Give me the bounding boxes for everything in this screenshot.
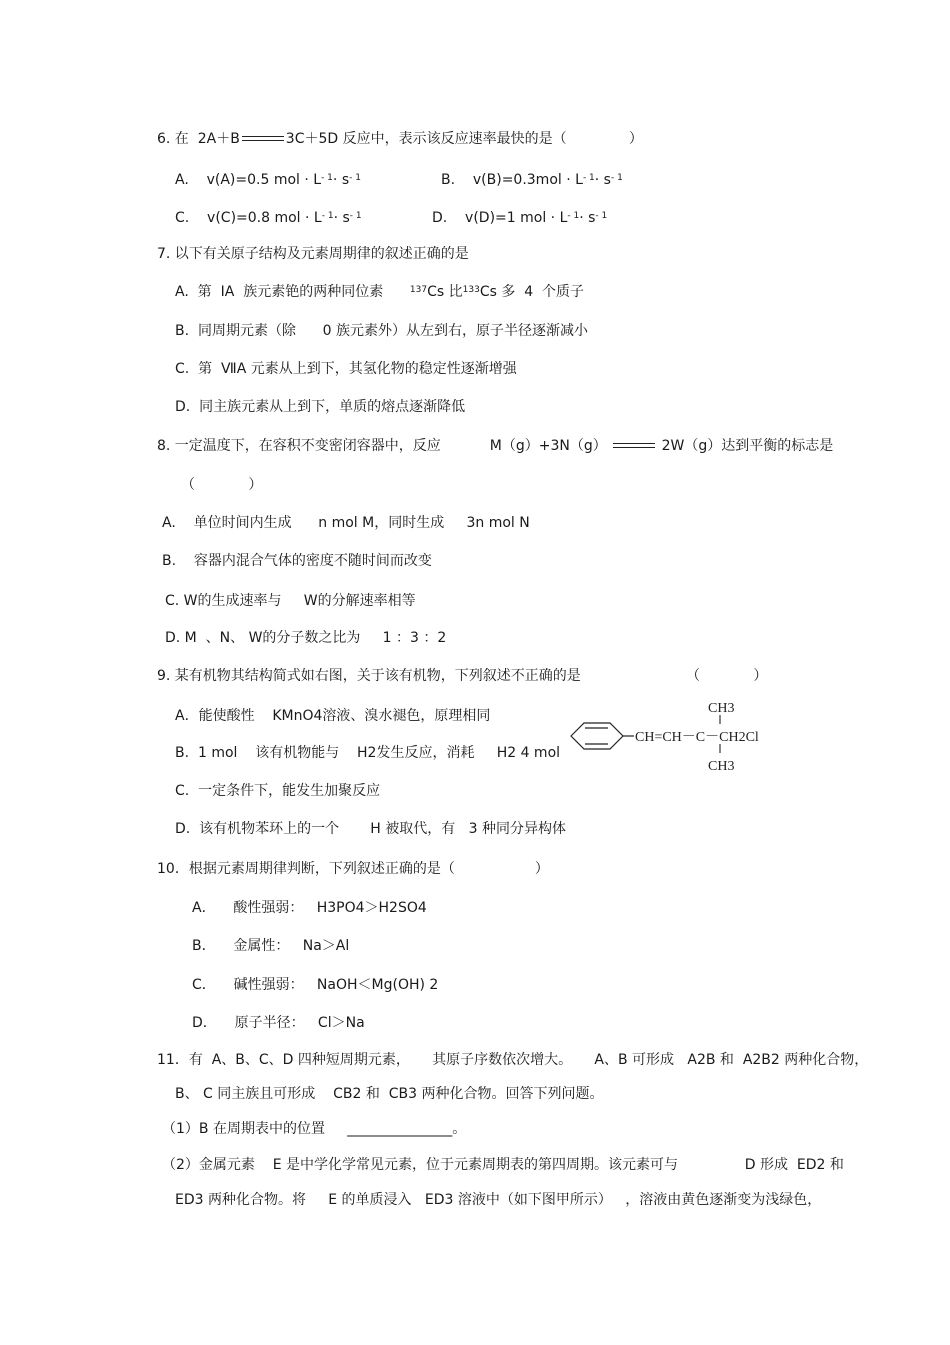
q8-option-a: A. 单位时间内生成 n mol M，同时生成 3n mol N xyxy=(162,515,530,531)
main-chain: CH=CH－C－CH2Cl xyxy=(635,730,759,745)
q6-option-a: A. v(A)=0.5 mol · $L^{- 1}\cdot s^{- 1}$ xyxy=(175,172,361,188)
q8-option-b: B. 容器内混合气体的密度不随时间而改变 xyxy=(162,553,432,569)
q11-line-1: 11．有 A、B、C、D 四种短周期元素， 其原子序数依次增大。 A、B 可形成 A2B 和 A2B2 两种化合物， xyxy=(157,1052,869,1068)
reversible-arrow-icon xyxy=(613,441,655,451)
q7-stem: 7. 以下有关原子结构及元素周期律的叙述正确的是 xyxy=(157,246,469,262)
methyl-bottom: CH3 xyxy=(708,759,735,774)
q11-line-2: B、 C 同主族且可形成 CB2 和 CB3 两种化合物。回答下列问题。 xyxy=(175,1086,604,1102)
q9-option-b: B. 1 mol 该有机物能与 H2发生反应，消耗 H2 4 mol xyxy=(175,745,561,761)
q6-option-c: C. v(C)=0.8 mol · $L^{- 1}\cdot s^{- 1}$ xyxy=(175,210,362,226)
q9-option-c: C. 一定条件下，能发生加聚反应 xyxy=(175,783,381,799)
structural-formula xyxy=(568,698,808,778)
q9-stem: 9. 某有机物其结构简式如右图，关于该有机物，下列叙述不正确的是 xyxy=(157,668,581,684)
methyl-top: CH3 xyxy=(708,701,735,716)
q8-option-c: C. W的生成速率与 W的分解速率相等 xyxy=(165,593,416,609)
q10-option-c: C． 碱性强弱： NaOH＜Mg(OH) 2 xyxy=(192,977,439,993)
q10-stem: 10．根据元素周期律判断，下列叙述正确的是（ ） xyxy=(157,861,549,877)
q8-answer-paren: （ ） xyxy=(181,477,263,493)
q11-part-2-line-1: （2）金属元素 E 是中学化学常见元素，位于元素周期表的第四周期。该元素可与 D 形成 ED2 和 xyxy=(162,1157,844,1173)
q7-option-d: D. 同主族元素从上到下，单质的熔点逐渐降低 xyxy=(175,399,466,415)
q9-option-d: D. 该有机物苯环上的一个 H 被取代，有 3 种同分异构体 xyxy=(175,821,566,837)
q6-option-b: B. $v(B)=0.3mol \cdot L^{- 1}\cdot s^{- 1}$ xyxy=(441,172,623,188)
q7-option-b: B. 同周期元素（除 0 族元素外）从左到右，原子半径逐渐减小 xyxy=(175,323,589,339)
q8-option-d: D. M 、N、 W的分子数之比为 1 ：3 ：2 xyxy=(165,630,447,646)
q6-option-d: D. v(D)=1 mol · $L^{- 1}\cdot s^{- 1}$ xyxy=(432,210,608,226)
benzene-ring-icon xyxy=(571,723,623,749)
q11-part-1: （1）B 在周期表中的位置 _______________。 xyxy=(162,1121,467,1137)
q11-part-2-line-2: ED3 两种化合物。将 E 的单质浸入 ED3 溶液中（如下图甲所示） ，溶液由黄色逐渐变为浅绿色， xyxy=(175,1192,822,1208)
q8-stem: 8. 一定温度下，在容积不变密闭容器中，反应 M（g）+3N（g） 2W（g）达到平衡的标志是 xyxy=(157,438,834,454)
q10-option-d: D． 原子半径： Cl＞Na xyxy=(192,1015,365,1031)
q10-option-b: B． 金属性： Na＞Al xyxy=(192,938,350,954)
reversible-arrow-icon xyxy=(242,134,284,144)
q7-option-a: A. 第 IA 族元素铯的两种同位素 $^{137}$Cs 比$^{133}$Cs 多 4 个质子 xyxy=(175,284,585,300)
q6-stem: 6. 在 2A＋B 3C＋5D 反应中，表示该反应速率最快的是（ ） xyxy=(157,131,643,147)
q9-option-a: A．能使酸性 KMnO4溶液、溴水褪色，原理相同 xyxy=(175,708,491,724)
q7-option-c: C. 第 ⅦA 元素从上到下，其氢化物的稳定性逐渐增强 xyxy=(175,361,517,377)
q10-option-a: A． 酸性强弱： H3PO4＞H2SO4 xyxy=(192,900,427,916)
q9-answer-paren: （ ） xyxy=(686,668,768,684)
